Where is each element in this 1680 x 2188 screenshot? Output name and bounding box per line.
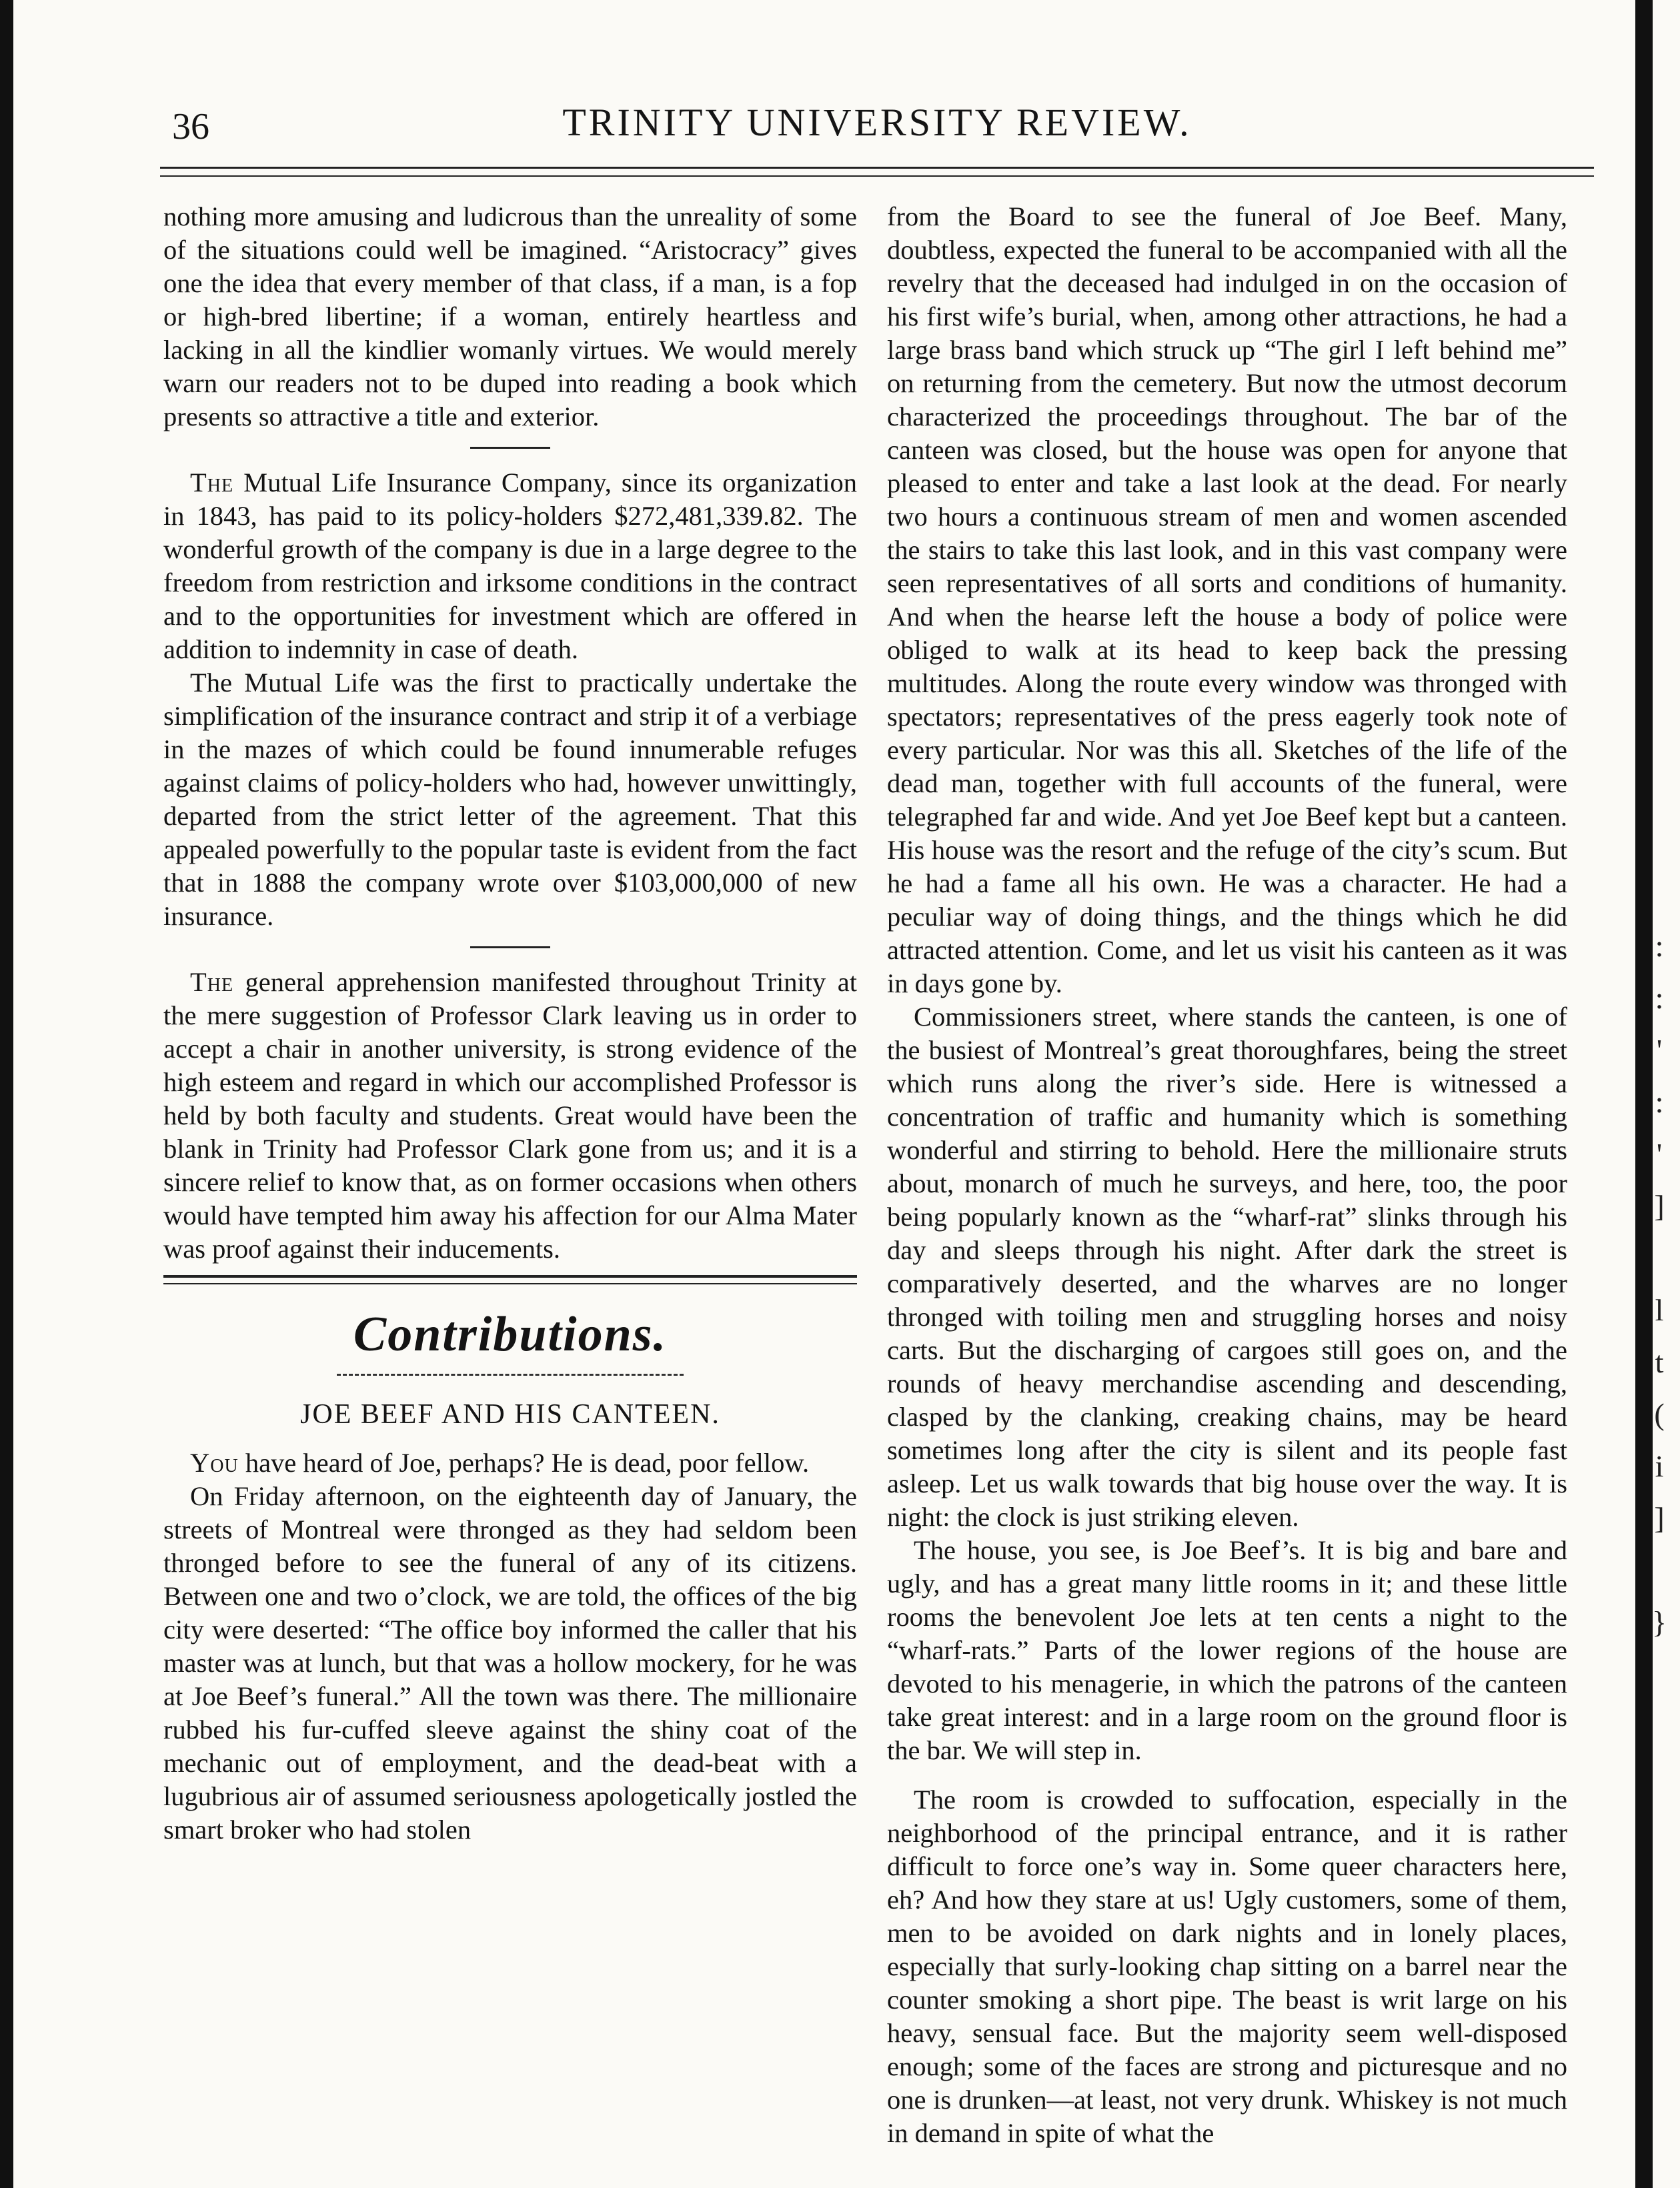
article-paragraph-2: On Friday afternoon, on the eighteenth day of January, the streets of Montreal were thronged as they had seldom been thronged before to see the funeral of any of its citizens. Between one and two o’clock, we are told, the offices of the big city were deserted: “The office boy informed the caller that his master was at lunch, but that was a hollow mockery, for he was at Joe Beef’s funeral.” All the town was there. The millionaire rubbed his fur-cuffed sleeve against the shiny coat of the mechanic out of employment, and the dead-beat with a lugubrious air of assumed seriousness apologetically jostled the smart broker who had stolen: [163, 1481, 857, 1845]
lead-word: The: [190, 467, 234, 497]
paragraph-text: have heard of Joe, perhaps? He is dead, poor fellow.: [238, 1448, 810, 1478]
dashed-rule: [337, 1374, 684, 1376]
page-header: [133, 93, 1621, 153]
paragraph-aristocracy-review: nothing more amusing and ludicrous than the unreality of some of the situations could well be imagined. “Aristocracy” gives one the idea that every member of that class, if a man, is a fop or high-bred libertine; if a woman, entirely heartless and lacking in all the kindlier womanly virtues. We would merely warn our readers not to be duped into reading a book which presents so attractive a title and exterior.: [163, 201, 857, 431]
article-paragraph-1: [163, 1446, 857, 1480]
article-title: JOE BEEF AND HIS CANTEEN.: [300, 1399, 720, 1430]
paragraph-mutual-life-2: The Mutual Life was the first to practically undertake the simplification of the insurance contract and strip it of a verbiage in the mazes of which could be found innumerable refuges against claims of policy-holders who had, however unwittingly, departed from the strict letter of the agreement. That this appealed powerfully to the popular taste is evident from the fact that in 1888 the company wrote over $103,000,000 of new insurance.: [163, 668, 857, 931]
article-paragraph-5: The house, you see, is Joe Beef’s. It is big and bare and ugly, and has a great many little rooms in it; and these little rooms the benevolent Joe lets at ten cents a night to the “wharf-rats.” Parts of the lower regions of the house are devoted to his menagerie, in which the patrons of the canteen take great interest: and in a large room on the ground floor is the bar. We will step in.: [887, 1535, 1567, 1765]
paragraph-professor-clark: [163, 966, 857, 1266]
page-number: 36: [172, 106, 209, 147]
paragraph-text: general apprehension manifested throughout Trinity at the mere suggestion of Professor Clark leaving us in order to accept a chair in another university, is strong evidence of the high esteem and regard in which our accomplished Professor is held by both faculty and students. Great would have been the blank in Trinity had Professor Clark gone from us; and it is a sincere relief to know that, as on former occasions when others would have tempted him away his affection for our Alma Mater was proof against their inducements.: [163, 967, 857, 1264]
journal-title: TRINITY UNIVERSITY REVIEW.: [562, 101, 1192, 144]
paragraph-text: Mutual Life Insurance Company, since its organization in 1843, has paid to its policy-holders $272,481,339.82. The wonderful growth of the company is due in a large degree to the freedom from restriction and irksome conditions in the contract and to the opportunities for investment which are offered in addition to indemnity in case of death.: [163, 467, 857, 664]
scan-edge-left: [0, 0, 13, 2188]
lead-word: You: [190, 1448, 239, 1478]
paragraph-gap: [887, 1767, 1567, 1783]
article-paragraph-3: from the Board to see the funeral of Joe Beef. Many, doubtless, expected the funeral to be accompanied with all the revelry that the deceased had indulged in on the occasion of his first wife’s burial, when, among other attractions, he had a large brass band which struck up “The girl I left behind me” on returning from the cemetery. But now the utmost decorum characterized the proceedings throughout. The bar of the canteen was closed, but the house was open for anyone that pleased to enter and take a last look at the dead. For nearly two hours a continuous stream of men and women ascended the stairs to take this last look, and in this vast company were seen representatives of all sorts and conditions of humanity. And when the hearse left the house a body of police were obliged to walk at its head to keep back the pressing multitudes. Along the route every window was thronged with spectators; representatives of the press eagerly took note of every particular. Nor was this all. Sketches of the life of the dead man, together with full accounts of the funeral, were telegraphed far and wide. And yet Joe Beef kept but a canteen. His house was the resort and the refuge of the city’s scum. But he had a fame all his own. He was a character. He had a peculiar way of doing things, and the things which he did attracted attention. Come, and let us visit his canteen as it was in days gone by.: [887, 201, 1567, 998]
margin-marks: : : ' : ' ] l t ( i ] }: [1651, 929, 1667, 1639]
divider: [470, 946, 550, 948]
header-rule: [160, 167, 1594, 177]
section-rule: [163, 1275, 857, 1284]
lead-word: The: [190, 967, 234, 997]
article-paragraph-4: Commissioners street, where stands the canteen, is one of the busiest of Montreal’s great thoroughfares, being the street which runs along the river’s side. Here is witnessed a concentration of traffic and humanity which is something wonderful and stirring to behold. Here the millionaire struts about, monarch of much he surveys, and here, too, the poor being popularly known as the “wharf-rat” slinks through his day and sleeps through his night. After dark the street is comparatively deserted, and the wharves are no longer thronged with toiling men and struggling horses and noisy carts. But the discharging of cargoes still goes on, and the rounds of heavy merchandise ascending and descending, clasped by the clanking, creaking chains, may be heard sometimes long after the city is silent and its people fast asleep. Let us walk towards that big house over the way. It is night: the clock is just striking eleven.: [887, 1002, 1567, 1532]
divider: [470, 447, 550, 449]
right-column: [887, 200, 1567, 2150]
left-column: [163, 200, 857, 1847]
section-heading: Contributions.: [353, 1307, 668, 1362]
article-paragraph-6: The room is crowded to suffocation, especially in the neighborhood of the principal entrance, and it is rather difficult to force one’s way in. Some queer characters here, eh? And how they stare at us! Ugly customers, some of them, men to be avoided on dark nights and in lonely places, especially that surly-looking chap sitting on a barrel near the counter smoking a short pipe. The beast is writ large on his heavy, sensual face. But the majority seem well-disposed enough; some of the faces are strong and picturesque and no one is drunken—at least, not very drunk. Whiskey is not much in demand in spite of what the: [887, 1785, 1567, 2148]
paragraph-mutual-life: [163, 466, 857, 666]
